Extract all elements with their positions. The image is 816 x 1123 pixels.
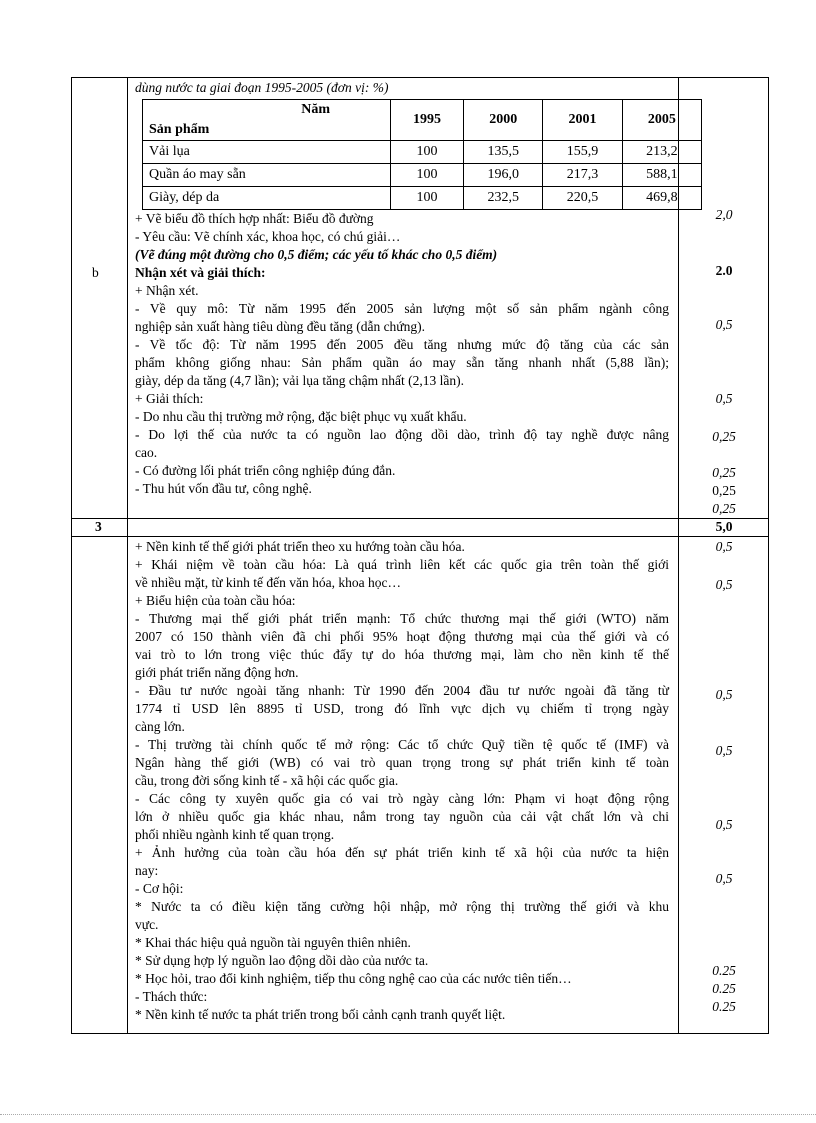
answer-line: giày, dép da tăng (4,7 lần); vải lụa tăng chậm nhất (2,13 lần). (135, 373, 465, 388)
answer-line: - Do nhu cầu thị trường mở rộng, đặc biệt phục vụ xuất khẩu. (135, 409, 467, 424)
table-row (143, 141, 702, 164)
product-name: Giày, dép da (143, 187, 391, 210)
score: 0.25 (712, 963, 736, 978)
answer-table (71, 77, 769, 1034)
product-name: Quần áo may sẵn (143, 164, 391, 187)
table-caption: dùng nước ta giai đoạn 1995-2005 (đơn vị: %) (135, 80, 389, 95)
header-year: 1995 (391, 100, 464, 141)
answer-line: + Ảnh hưởng của toàn cầu hóa đến sự phát triển kinh tế xã hội của nước ta hiện (135, 845, 669, 860)
table-row (143, 187, 702, 210)
header-year: 2005 (622, 100, 701, 141)
table-header-corner (143, 100, 391, 141)
answer-line: phối nhiều ngành kinh tế quan trọng. (135, 827, 335, 842)
table-cell: 588,1 (622, 164, 701, 187)
answer-line: - Thương mại thế giới phát triển mạnh: Tổ chức thương mại thế giới (WTO) năm (135, 611, 669, 626)
score: 0,5 (715, 317, 733, 332)
answer-line: nay: (135, 863, 159, 878)
answer-line: 1774 tỉ USD lên 8895 tỉ USD, trong đó lĩnh vực dịch vụ chiếm tỉ trọng ngày (135, 701, 669, 716)
answer-line: càng lớn. (135, 719, 185, 734)
answer-line: + Vẽ biểu đồ thích hợp nhất: Biểu đồ đường (135, 211, 374, 226)
answer-line: * Khai thác hiệu quả nguồn tài nguyên thiên nhiên. (135, 935, 411, 950)
answer-line: * Nước ta có điều kiện tăng cường hội nhập, mở rộng thị trường thế giới và khu (135, 899, 669, 914)
score: 0,25 (712, 465, 736, 480)
answer-line: giới phát triển năng động hơn. (135, 665, 299, 680)
answer-note: (Vẽ đúng một đường cho 0,5 điểm; các yếu tố khác cho 0,5 điểm) (135, 247, 498, 262)
row-divider (72, 518, 768, 519)
product-name: Vải lụa (143, 141, 391, 164)
score: 0,5 (715, 871, 733, 886)
header-product-label: Sản phẩm (149, 122, 210, 137)
answer-line: - Thách thức: (135, 989, 208, 1004)
table-row (143, 164, 702, 187)
table-cell: 217,3 (543, 164, 622, 187)
answer-line: - Có đường lối phát triển công nghiệp đúng đắn. (135, 463, 396, 478)
score: 0,25 (712, 429, 736, 444)
row-divider (72, 536, 768, 537)
answer-line: vực. (135, 917, 159, 932)
production-index-table (142, 99, 702, 210)
table-cell: 155,9 (543, 141, 622, 164)
score: 2.0 (715, 263, 733, 278)
table-cell: 100 (391, 164, 464, 187)
answer-line: cầu, trong đời sống kinh tế - xã hội các quốc gia. (135, 773, 399, 788)
answer-line: nghiệp sản xuất hàng tiêu dùng đều tăng (dẫn chứng). (135, 319, 425, 334)
table-cell: 135,5 (464, 141, 543, 164)
header-year: 2000 (464, 100, 543, 141)
table-cell: 196,0 (464, 164, 543, 187)
score: 2,0 (715, 207, 733, 222)
total-score: 5,0 (715, 519, 733, 534)
score: 0,5 (715, 743, 733, 758)
score: 0,5 (715, 687, 733, 702)
table-cell: 220,5 (543, 187, 622, 210)
answer-line: * Sử dụng hợp lý nguồn lao động dồi dào của nước ta. (135, 953, 429, 968)
answer-line: - Do lợi thế của nước ta có nguồn lao động dồi dào, trình độ tay nghề được nâng (135, 427, 669, 442)
row-label-b: b (92, 265, 99, 280)
answer-line: cao. (135, 445, 158, 460)
answer-line: - Cơ hội: (135, 881, 184, 896)
answer-line: * Học hỏi, trao đổi kinh nghiệm, tiếp thu công nghệ cao của các nước tiên tiến… (135, 971, 572, 986)
answer-line: - Về quy mô: Từ năm 1995 đến 2005 sản lượng một số sản phẩm ngành công (135, 301, 669, 316)
table-cell: 232,5 (464, 187, 543, 210)
header-year-label: Năm (301, 102, 330, 117)
column-divider (127, 78, 128, 1033)
score: 0,5 (715, 817, 733, 832)
answer-line: - Thị trường tài chính quốc tế mở rộng: Các tổ chức Quỹ tiền tệ quốc tế (IMF) và (135, 737, 669, 752)
table-cell: 213,2 (622, 141, 701, 164)
answer-line: - Các công ty xuyên quốc gia có vai trò ngày càng lớn: Phạm vi hoạt động rộng (135, 791, 669, 806)
row-label-3: 3 (95, 519, 102, 534)
answer-line: + Nhận xét. (135, 283, 199, 298)
table-cell: 100 (391, 187, 464, 210)
answer-line: lớn ở nhiều quốc gia khác nhau, nắm trong tay nguồn của cải vật chất lớn và chi (135, 809, 669, 824)
answer-line: phẩm không giống nhau: Sản phẩm quần áo may sẵn tăng nhanh nhất (5,88 lần); (135, 355, 669, 370)
answer-line: + Biểu hiện của toàn cầu hóa: (135, 593, 296, 608)
answer-line: + Khái niệm về toàn cầu hóa: Là quá trình liên kết các quốc gia trên toàn thế giới (135, 557, 669, 572)
answer-heading: Nhận xét và giải thích: (135, 265, 266, 280)
answer-line: - Về tốc độ: Từ năm 1995 đến 2005 đều tăng nhưng mức độ tăng của các sản (135, 337, 669, 352)
answer-line: Ngân hàng thế giới (WB) có vai trò quan trọng trong sự phát triển kinh tế toàn (135, 755, 669, 770)
answer-line: + Nền kinh tế thế giới phát triển theo xu hướng toàn cầu hóa. (135, 539, 465, 554)
page-bottom-border (0, 1114, 816, 1115)
score: 0.25 (712, 981, 736, 996)
column-divider (678, 78, 679, 1033)
answer-line: vai trò to lớn trong việc thúc đẩy tự do hóa thương mại, làm cho nền kinh tế thế (135, 647, 669, 662)
table-cell: 469,8 (622, 187, 701, 210)
score: 0,5 (715, 391, 733, 406)
score: 0,5 (715, 539, 733, 554)
answer-line: - Thu hút vốn đầu tư, công nghệ. (135, 481, 312, 496)
answer-line: + Giải thích: (135, 391, 204, 406)
score: 0,25 (712, 501, 736, 516)
score: 0.25 (712, 999, 736, 1014)
score: 0,5 (715, 577, 733, 592)
header-year: 2001 (543, 100, 622, 141)
answer-line: 2007 có 150 thành viên đã chi phối 95% hoạt động thương mại của thế giới và có (135, 629, 669, 644)
table-cell: 100 (391, 141, 464, 164)
answer-line: * Nền kinh tế nước ta phát triển trong bối cảnh cạnh tranh quyết liệt. (135, 1007, 506, 1022)
answer-line: về nhiều mặt, từ kinh tế đến văn hóa, khoa học… (135, 575, 401, 590)
score: 0,25 (712, 483, 736, 498)
answer-line: - Đầu tư nước ngoài tăng nhanh: Từ 1990 đến 2004 đầu tư nước ngoài đã tăng từ (135, 683, 669, 698)
table-header-row (143, 100, 702, 141)
answer-line: - Yêu cầu: Vẽ chính xác, khoa học, có chú giải… (135, 229, 401, 244)
